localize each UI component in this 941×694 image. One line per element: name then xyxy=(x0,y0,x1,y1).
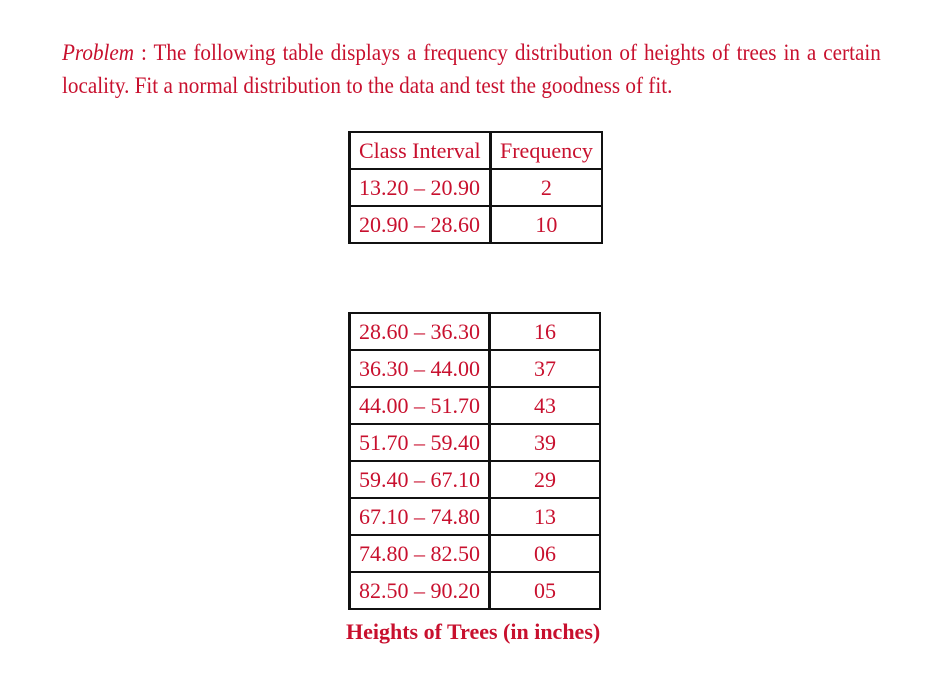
frequency-cell: 16 xyxy=(490,313,601,350)
frequency-cell: 06 xyxy=(490,535,601,572)
table-row xyxy=(350,424,601,461)
table-row xyxy=(350,535,601,572)
frequency-cell: 13 xyxy=(490,498,601,535)
table-row xyxy=(350,350,601,387)
class-interval-cell: 59.40 – 67.10 xyxy=(350,461,490,498)
frequency-cell: 10 xyxy=(491,206,602,243)
class-interval-cell: 51.70 – 59.40 xyxy=(350,424,490,461)
problem-statement xyxy=(62,36,881,102)
table-row xyxy=(350,206,602,243)
class-interval-cell: 82.50 – 90.20 xyxy=(350,572,490,609)
frequency-cell: 39 xyxy=(490,424,601,461)
table-header-row xyxy=(350,132,602,169)
header-class-interval: Class Interval xyxy=(350,132,491,169)
problem-separator: : xyxy=(134,40,154,65)
table-row xyxy=(350,313,601,350)
problem-label: Problem xyxy=(62,40,135,65)
table-row xyxy=(350,498,601,535)
class-interval-cell: 44.00 – 51.70 xyxy=(350,387,490,424)
class-interval-cell: 20.90 – 28.60 xyxy=(350,206,491,243)
frequency-cell: 29 xyxy=(490,461,601,498)
table-caption: Heights of Trees (in inches) xyxy=(346,619,601,644)
table-row xyxy=(350,461,601,498)
header-frequency: Frequency xyxy=(491,132,602,169)
frequency-cell: 43 xyxy=(490,387,601,424)
table-row xyxy=(350,387,601,424)
class-interval-cell: 74.80 – 82.50 xyxy=(350,535,490,572)
frequency-cell: 05 xyxy=(490,572,601,609)
class-interval-cell: 36.30 – 44.00 xyxy=(350,350,490,387)
frequency-cell: 2 xyxy=(491,169,602,206)
problem-text: The following table displays a frequency distribution of heights of trees in a certain locality. Fit a normal distribution to the data and test the goodness of fit. xyxy=(62,40,881,98)
class-interval-cell: 13.20 – 20.90 xyxy=(350,169,491,206)
class-interval-cell: 67.10 – 74.80 xyxy=(350,498,490,535)
class-interval-cell: 28.60 – 36.30 xyxy=(350,313,490,350)
frequency-cell: 37 xyxy=(490,350,601,387)
frequency-table-bottom xyxy=(348,312,601,610)
table-row xyxy=(350,572,601,609)
table-row xyxy=(350,169,602,206)
frequency-table-top xyxy=(348,131,603,244)
